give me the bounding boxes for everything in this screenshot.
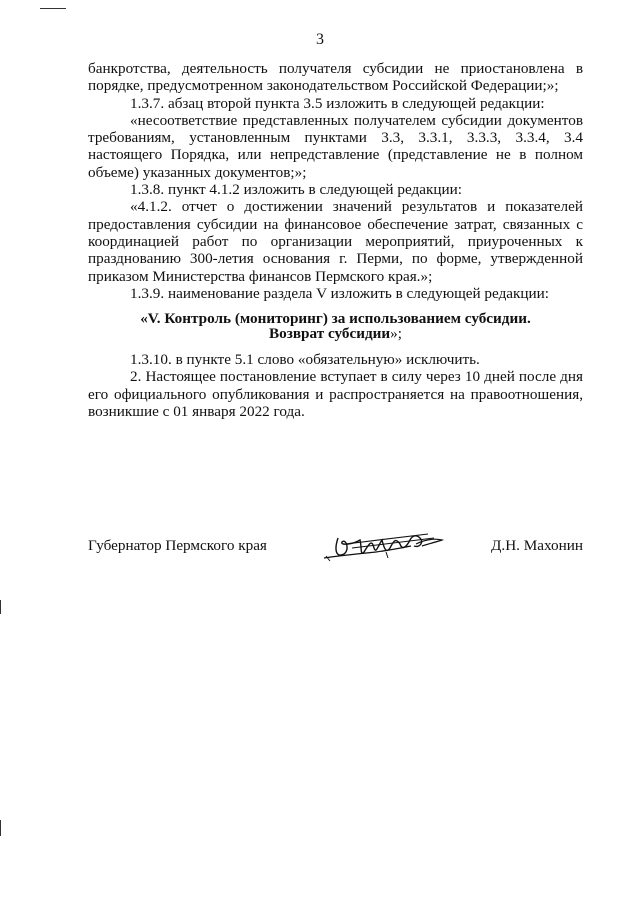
paragraph-item-2: 2. Настоящее постановление вступает в силу через 10 дней после дня его официального опубликования и распространяется на правоотношения, возникшие с 01 января 2022 года. bbox=[88, 368, 583, 421]
paragraph-item-1-3-7: 1.3.7. абзац второй пункта 3.5 изложить в следующей редакции: bbox=[130, 94, 545, 112]
section-heading-suffix: »; bbox=[390, 325, 402, 343]
section-heading-line-1: «V. Контроль (мониторинг) за использованием субсидии. bbox=[140, 310, 531, 328]
handwritten-signature bbox=[316, 528, 458, 564]
section-heading-line-2: Возврат субсидии bbox=[269, 325, 391, 343]
section-heading bbox=[88, 311, 583, 341]
document-body bbox=[88, 60, 583, 420]
paragraph-item-1-3-8: 1.3.8. пункт 4.1.2 изложить в следующей редакции: bbox=[130, 181, 462, 199]
scan-edge-mark bbox=[40, 8, 66, 9]
paragraph-item-1-3-10: 1.3.10. в пункте 5.1 слово «обязательную» исключить. bbox=[130, 351, 480, 369]
scan-edge-mark bbox=[0, 600, 1, 614]
paragraph-item-1-3-9: 1.3.9. наименование раздела V изложить в следующей редакции: bbox=[130, 284, 550, 302]
paragraph-quote-4-1-2: «4.1.2. отчет о достижении значений результатов и показателей предоставления субсидии на финансовое обеспечение затрат, связанных с координацией работ по организации мероприятий, приуроченных к празднованию 300-летия основания г. Перми, по форме, утвержденной приказом Министерства финансов Пермского края.»; bbox=[88, 198, 583, 285]
page-number: 3 bbox=[316, 31, 324, 48]
signatory-position: Губернатор Пермского края bbox=[88, 537, 267, 554]
paragraph-quote-3-5: «несоответствие представленных получателем субсидии документов требованиям, установленным пунктами 3.3, 3.3.1, 3.3.3, 3.3.4, 3.4 настоящего Порядка, или непредставление (представление не в полном объеме) указанных документов;»; bbox=[88, 111, 583, 181]
signatory-name: Д.Н. Махонин bbox=[491, 537, 583, 554]
signature-block bbox=[88, 528, 583, 568]
scan-edge-mark bbox=[0, 820, 1, 836]
paragraph-continuation: банкротства, деятельность получателя субсидии не приостановлена в порядке, предусмотренном законодательством Российской Федерации;»; bbox=[88, 60, 583, 95]
